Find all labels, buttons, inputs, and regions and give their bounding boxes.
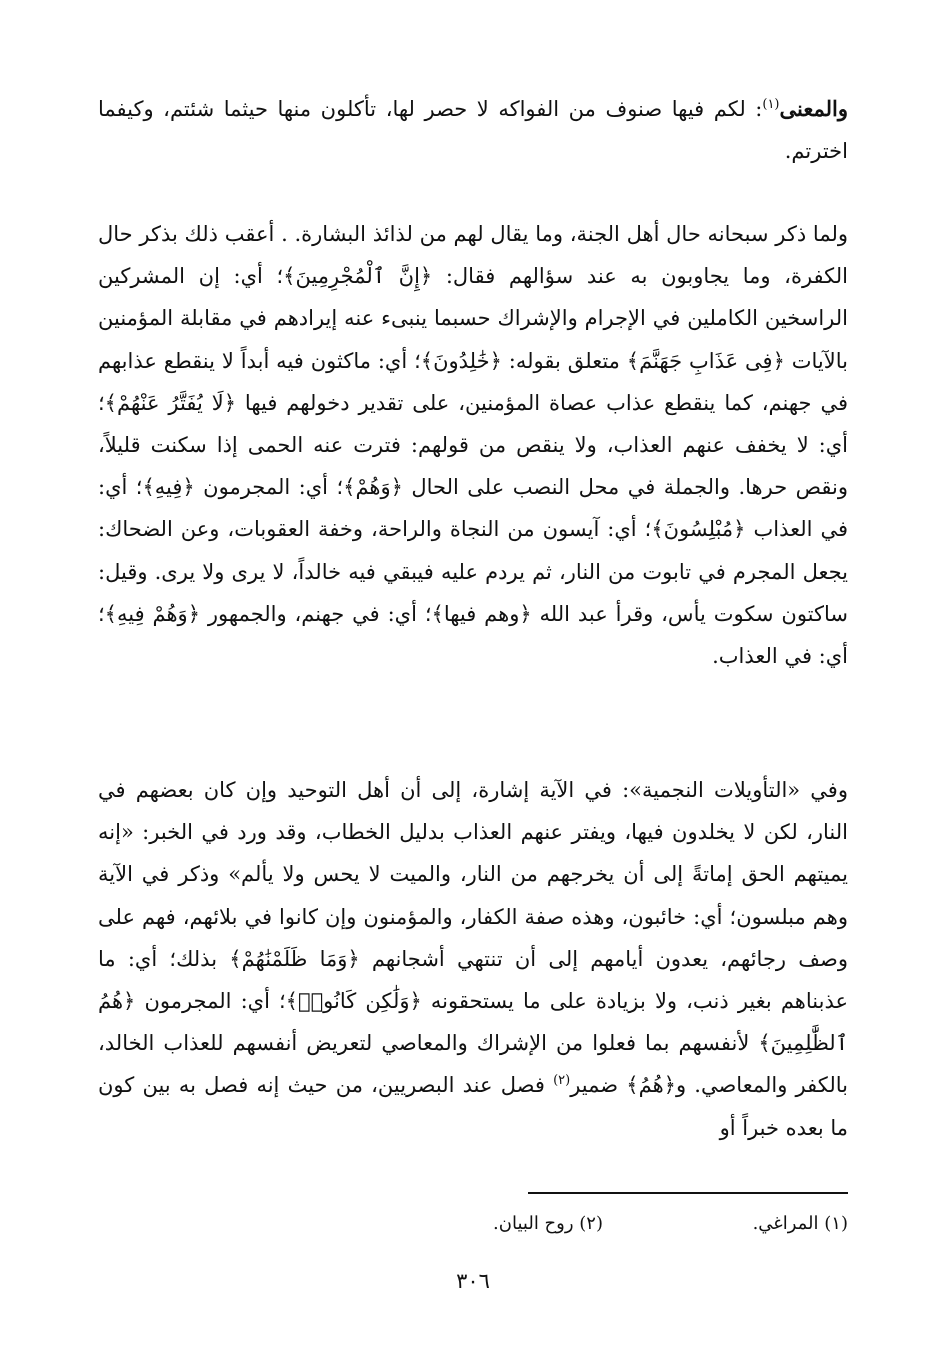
paragraph-meaning — [98, 88, 848, 172]
paragraph-text: وفي «التأويلات النجمية»: في الآية إشارة، إلى أن أهل التوحيد وإن كان بعضهم في النار، لكن لا يخلدون فيها، ويفتر عنهم العذاب بدليل الخطاب، وقد ورد في الخبر: «إنه يميتهم الحق إماتةً إلى أن يخرجهم من النار، والميت لا يحس ولا يألم» وذكر في الآية وهم مبلسون؛ أي: خائبون، وهذه صفة الكفار، والمؤمنون وإن كانوا في بلائهم، فهم على وصف رجائهم، يعدون أيامهم إلى أن تنتهي أشجانهم ﴿وَمَا ظَلَمْنَٰهُمْ﴾ بذلك؛ أي: ما عذبناهم بغير ذنب، ولا بزيادة على ما يستحقونه ﴿وَلَٰكِن كَانُوا۟﴾؛ أي: المجرمون ﴿هُمُ ٱلظَّٰلِمِينَ﴾ لأنفسهم بما فعلوا من الإشراك والمعاصي لتعريض أنفسهم للعذاب الخالد، بالكفر والمعاصي. و﴿هُمُ﴾ ضمير — [98, 778, 848, 1098]
footnote-1: (١) المراغي. — [752, 1213, 848, 1234]
paragraph-tawilat — [98, 769, 848, 1149]
paragraph-lead-word: والمعنى — [779, 96, 848, 121]
paragraph-text-tail: فصل عند البصريين، من حيث إنه فصل به بين كون ما بعده خبراً أو — [98, 1073, 848, 1140]
footnote-reference-1: (١) — [762, 97, 780, 112]
page-number: ٣٠٦ — [456, 1269, 490, 1293]
paragraph-criminals — [98, 213, 848, 677]
paragraph-text: ولما ذكر سبحانه حال أهل الجنة، وما يقال لهم من لذائذ البشارة. . أعقب ذلك بذكر حال الكفرة، وما يجاوبون به عند سؤالهم فقال: ﴿إِنَّ ٱلْمُجْرِمِينَ﴾؛ أي: إن المشركين الراسخين الكاملين في الإجرام والإشراك حسبما ينبىء عنه إيرادهم في مقابلة المؤمنين بالآيات ﴿فِى عَذَابِ جَهَنَّمَ﴾ متعلق بقوله: ﴿خَٰلِدُونَ﴾؛ أي: ماكثون فيه أبداً لا ينقطع عذابهم في جهنم، كما ينقطع عذاب عصاة المؤمنين، على تقدير دخولهم فيها ﴿لَا يُفَتَّرُ عَنْهُمْ﴾؛ أي: لا يخفف عنهم العذاب، ولا ينقص من قولهم: فترت عنه الحمى إذا سكنت قليلاً، ونقص حرها. والجملة في محل النصب على الحال ﴿وَهُمْ﴾؛ أي: المجرمون ﴿فِيهِ﴾؛ أي: في العذاب ﴿مُبْلِسُونَ﴾؛ أي: آيسون من النجاة والراحة، وخفة العقوبات، وعن الضحاك: يجعل المجرم في تابوت من النار، ثم يردم عليه فيبقي فيه خالداً، لا يرى ولا يرى. وقيل: ساكتون سكوت يأس، وقرأ عبد الله ﴿وهم فيها﴾؛ أي: في جهنم، والجمهور ﴿وَهُمْ فِيهِ﴾؛ أي: في العذاب. — [98, 222, 848, 669]
footnote-divider — [528, 1192, 848, 1194]
footnotes — [98, 1207, 848, 1241]
footnote-2: (٢) روح البيان. — [493, 1213, 603, 1234]
footnote-reference-2: (٢) — [553, 1073, 571, 1089]
paragraph-text: : لكم فيها صنوف من الفواكه لا حصر لها، تأكلون منها حيثما شئتم، وكيفما اخترتم. — [98, 97, 848, 164]
